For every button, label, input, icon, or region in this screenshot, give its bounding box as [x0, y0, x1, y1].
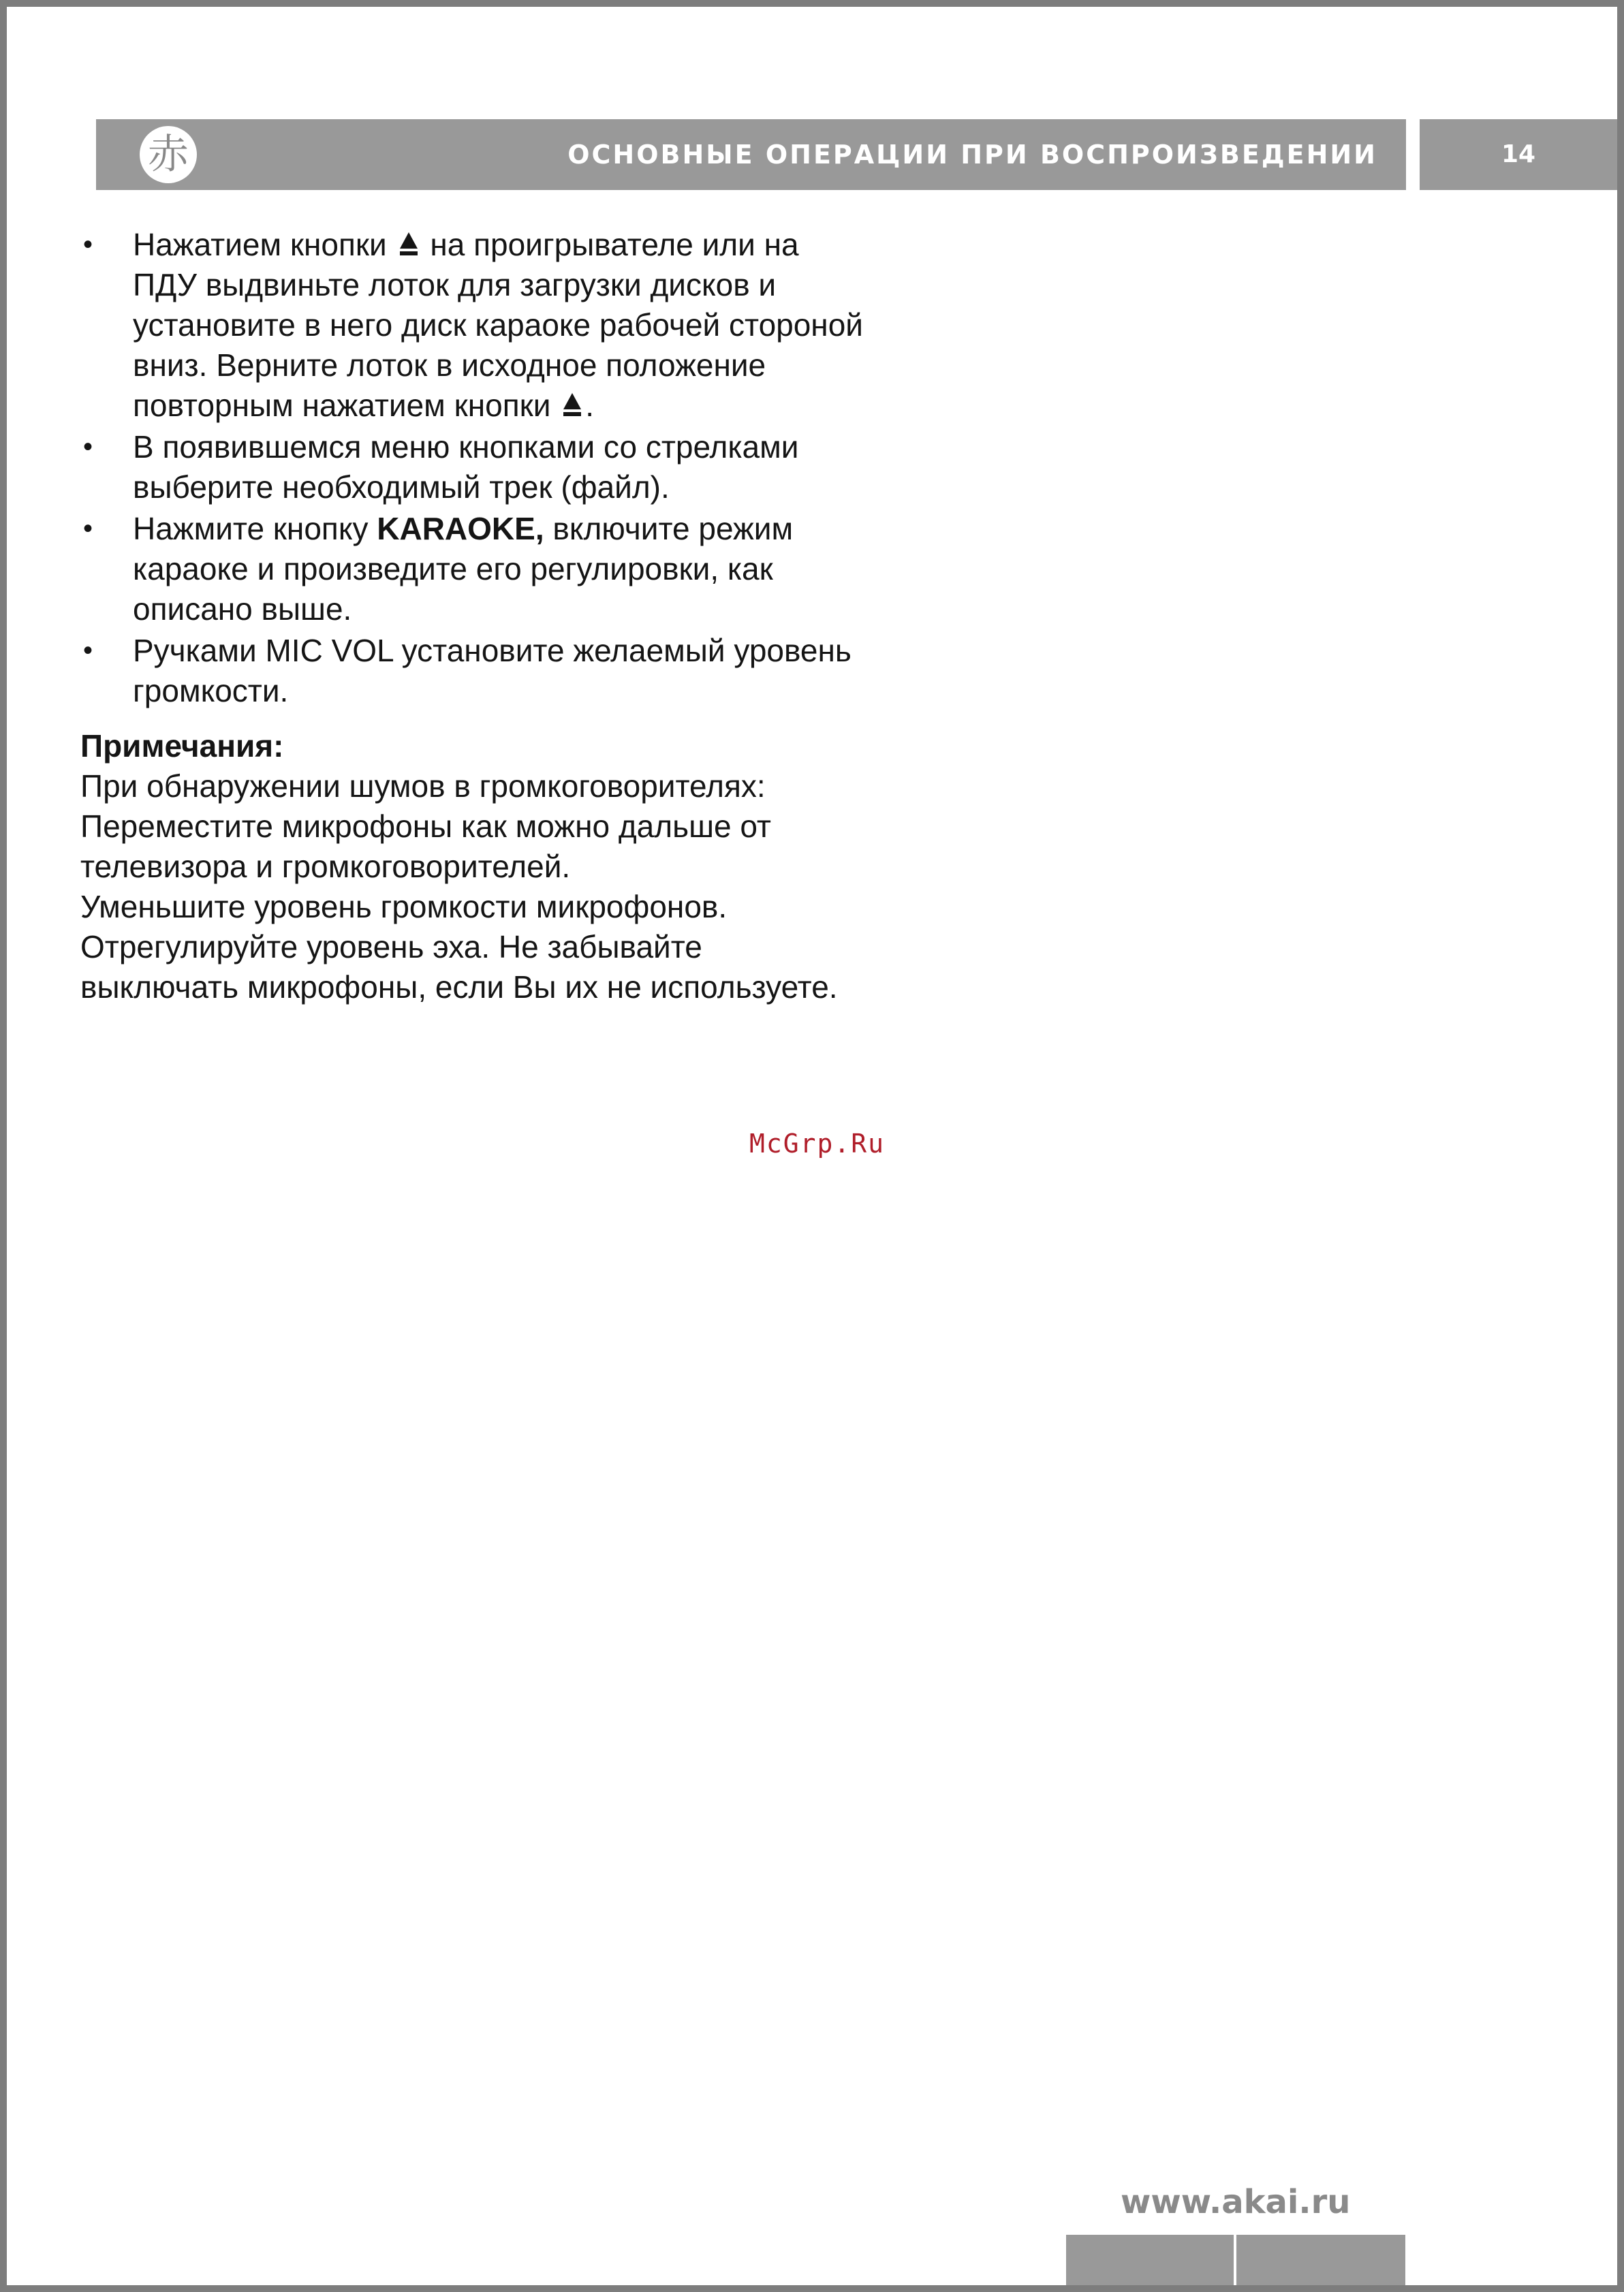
note-line: Переместите микрофоны как можно дальше от телевизора и громкоговорителей.: [80, 809, 771, 884]
footer-url: www.akai.ru: [1121, 2183, 1351, 2221]
item-text: на проигрывателе или на ПДУ выдвиньте лоток для загрузки дисков и установите в него диск караоке рабочей стороной вниз. Верните лоток в исходное положение повторным нажатием кнопки: [133, 227, 863, 423]
footer-bar-right: [1236, 2235, 1405, 2285]
note-line: Отрегулируйте уровень эха. Не забывайте выключать микрофоны, если Вы их не используете.: [80, 929, 838, 1005]
item-text: включите режим караоке и произведите его регулировки, как описано выше.: [133, 511, 794, 627]
footer-bar-left: [1066, 2235, 1234, 2285]
list-item: [80, 509, 864, 629]
akai-logo: 赤: [140, 126, 197, 183]
bullet-icon: •: [83, 635, 93, 665]
karaoke-key-label: KARAOKE,: [377, 511, 544, 546]
list-item: [80, 631, 864, 711]
page-number: 14: [1501, 140, 1536, 168]
note-line: Уменьшите уровень громкости микрофонов.: [80, 889, 728, 924]
bullet-icon: •: [83, 432, 93, 462]
list-item: [80, 225, 864, 426]
item-text: Нажатием кнопки: [133, 227, 387, 262]
notes-section: [80, 726, 864, 1007]
notes-heading: Примечания:: [80, 728, 284, 764]
item-text: .: [585, 388, 594, 423]
item-text: Нажмите кнопку: [133, 511, 369, 546]
instruction-list: [80, 225, 864, 711]
item-text: Ручками MIC VOL установите желаемый уровень громкости.: [133, 633, 852, 708]
section-title: ОСНОВНЫЕ ОПЕРАЦИИ ПРИ ВОСПРОИЗВЕДЕНИИ: [567, 140, 1377, 170]
page-number-box: [1420, 119, 1617, 190]
eject-icon: [562, 392, 582, 419]
main-content: [80, 225, 864, 1007]
bullet-icon: •: [83, 514, 93, 544]
list-item: [80, 427, 864, 507]
watermark: McGrp.Ru: [749, 1129, 886, 1159]
bullet-icon: •: [83, 230, 93, 260]
item-text: В появившемся меню кнопками со стрелками выберите необходимый трек (файл).: [133, 429, 799, 505]
note-line: При обнаружении шумов в громкоговорителях:: [80, 768, 766, 804]
header-bar: [96, 119, 1406, 190]
eject-icon: [399, 231, 419, 258]
